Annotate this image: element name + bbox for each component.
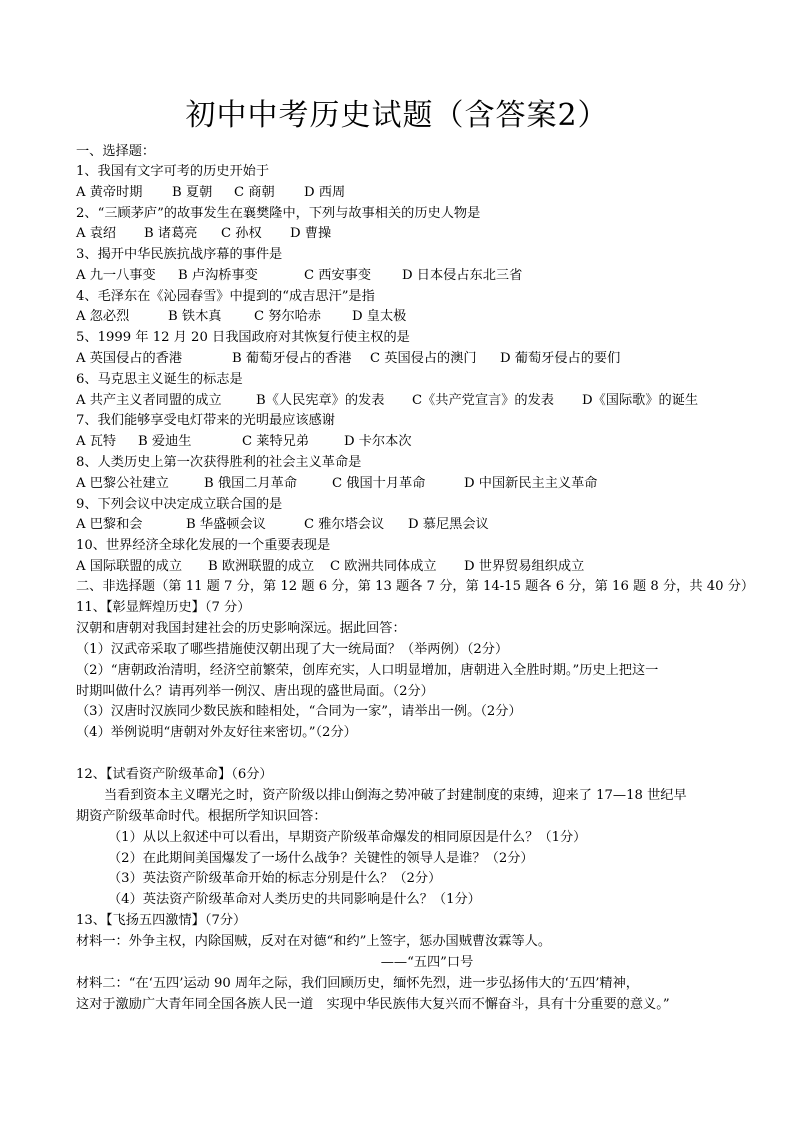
options-2 bbox=[76, 224, 716, 244]
option-c: C 俄国十月革命 bbox=[332, 476, 426, 491]
question-11-part: （1）汉武帝采取了哪些措施使汉朝出现了大一统局面？（举两例）（2分） bbox=[76, 642, 509, 657]
option-c: C 孙权 bbox=[221, 226, 262, 241]
question-11-intro: 汉朝和唐朝对我国封建社会的历史影响深远。据此回答： bbox=[76, 621, 406, 636]
option-d: D 日本侵占东北三省 bbox=[402, 268, 523, 283]
question-9: 9、下列会议中决定成立联合国的是 bbox=[76, 497, 283, 512]
option-d: D《国际歌》的诞生 bbox=[582, 393, 699, 408]
option-b: B 华盛顿会议 bbox=[186, 517, 266, 532]
question-11-part: （3）汉唐时汉族同少数民族和睦相处，“合同为一家”，请举出一例。（2分） bbox=[76, 704, 522, 719]
material-2: 这对于激励广大青年同全国各族人民一道 实现中华民族伟大复兴而不懈奋斗，具有十分重要的意义。” bbox=[76, 997, 670, 1012]
question-2: 2、“三顾茅庐”的故事发生在襄樊隆中，下列与故事相关的历史人物是 bbox=[76, 206, 481, 221]
question-13-title: 13、【飞扬五四激情】（7分） bbox=[76, 913, 247, 928]
section-heading-nonchoice: 二、非选择题（第 11 题 7 分，第 12 题 6 分，第 13 题各 7 分，第 14-15 题各 6 分，第 16 题 8 分，共 40 分） bbox=[76, 579, 755, 594]
option-c: C 努尔哈赤 bbox=[254, 309, 322, 324]
question-10: 10、世界经济全球化发展的一个重要表现是 bbox=[76, 538, 331, 553]
question-11-part: 时期叫做什么？请再列举一例汉、唐出现的盛世局面。（2分） bbox=[76, 684, 434, 699]
option-a: A 巴黎和会 bbox=[76, 517, 143, 532]
options-4 bbox=[76, 307, 716, 327]
option-a: A 袁绍 bbox=[76, 226, 117, 241]
option-a: A 九一八事变 bbox=[76, 268, 156, 283]
material-1-source: ——“五四”口号 bbox=[380, 955, 474, 970]
question-12-part: （4）英法资产阶级革命对人类历史的共同影响是什么？（1分） bbox=[108, 892, 481, 907]
option-c: C 莱特兄弟 bbox=[242, 434, 310, 449]
option-b: B 欧洲联盟的成立 bbox=[208, 559, 315, 574]
option-d: D 中国新民主主义革命 bbox=[464, 476, 598, 491]
question-11-title: 11、【彰显辉煌历史】（7 分） bbox=[76, 600, 251, 615]
options-6 bbox=[76, 391, 716, 411]
option-d: D 慕尼黑会议 bbox=[408, 517, 489, 532]
page-title: 初中中考历史试题（含答案2） bbox=[185, 98, 609, 133]
question-12-paragraph: 期资产阶级革命时代。根据所学知识回答： bbox=[76, 809, 327, 824]
option-b: B 俄国二月革命 bbox=[204, 476, 298, 491]
question-4: 4、毛泽东在《沁园春雪》中提到的“成吉思汗”是指 bbox=[76, 289, 375, 304]
option-b: B 诸葛亮 bbox=[144, 226, 198, 241]
option-b: B 夏朝 bbox=[172, 185, 213, 200]
question-3: 3、揭开中华民族抗战序幕的事件是 bbox=[76, 247, 283, 262]
option-a: A 瓦特 bbox=[76, 434, 117, 449]
option-c: C 雅尔塔会议 bbox=[304, 517, 385, 532]
question-11-part: （4）举例说明“唐朝对外友好往来密切。”（2分） bbox=[76, 725, 357, 740]
material-1: 材料一：外争主权，内除国贼，反对在对德“和约”上签字，惩办国贼曹汝霖等人。 bbox=[76, 934, 552, 949]
options-3 bbox=[76, 266, 716, 286]
option-d: D 卡尔本次 bbox=[344, 434, 412, 449]
question-5: 5、1999 年 12 月 20 日我国政府对其恢复行使主权的是 bbox=[76, 330, 410, 345]
question-6: 6、马克思主义诞生的标志是 bbox=[76, 372, 243, 387]
question-12-part: （1）从以上叙述中可以看出，早期资产阶级革命爆发的相同原因是什么？（1分） bbox=[108, 830, 587, 845]
option-b: B 铁木真 bbox=[168, 309, 222, 324]
option-a: A 黄帝时期 bbox=[76, 185, 143, 200]
question-12-title: 12、【试看资产阶级革命】（6分） bbox=[76, 767, 273, 782]
option-d: D 世界贸易组织成立 bbox=[464, 559, 585, 574]
option-b: B《人民宪章》的发表 bbox=[256, 393, 385, 408]
option-c: C 英国侵占的澳门 bbox=[370, 351, 477, 366]
question-12-part: （3）英法资产阶级革命开始的标志分别是什么？（2分） bbox=[108, 871, 442, 886]
options-5 bbox=[76, 349, 716, 369]
option-b: B 卢沟桥事变 bbox=[178, 268, 258, 283]
question-12-part: （2）在此期间美国爆发了一场什么战争？关键性的领导人是谁？（2分） bbox=[108, 851, 534, 866]
material-2: 材料二：“在‘五四’运动 90 周年之际，我们回顾历史，缅怀先烈，进一步弘扬伟大的‘五四’精神， bbox=[76, 976, 639, 991]
option-d: D 西周 bbox=[304, 185, 346, 200]
question-11-part: （2）“唐朝政治清明，经济空前繁荣，创库充实，人口明显增加，唐朝进入全胜时期。”历史上把这一 bbox=[76, 663, 659, 678]
option-d: D 葡萄牙侵占的要们 bbox=[500, 351, 621, 366]
option-b: B 爱迪生 bbox=[138, 434, 192, 449]
option-d: D 曹操 bbox=[290, 226, 332, 241]
options-10 bbox=[76, 557, 716, 577]
option-c: C 欧洲共同体成立 bbox=[330, 559, 437, 574]
option-c: C 商朝 bbox=[234, 185, 275, 200]
option-a: A 国际联盟的成立 bbox=[76, 559, 183, 574]
option-c: C《共产党宣言》的发表 bbox=[412, 393, 554, 408]
option-a: A 共产主义者同盟的成立 bbox=[76, 393, 222, 408]
option-b: B 葡萄牙侵占的香港 bbox=[232, 351, 352, 366]
question-8: 8、人类历史上第一次获得胜利的社会主义革命是 bbox=[76, 455, 362, 470]
question-7: 7、我们能够享受电灯带来的光明最应该感谢 bbox=[76, 413, 335, 428]
option-a: A 英国侵占的香港 bbox=[76, 351, 183, 366]
options-8 bbox=[76, 474, 716, 494]
option-a: A 巴黎公社建立 bbox=[76, 476, 169, 491]
question-12-paragraph: 当看到资本主义曙光之时，资产阶级以排山倒海之势冲破了封建制度的束缚，迎来了 17—18 世纪早 bbox=[104, 788, 687, 803]
option-a: A 忽必烈 bbox=[76, 309, 130, 324]
section-heading-choice: 一、选择题： bbox=[76, 144, 156, 159]
options-1 bbox=[76, 183, 716, 203]
options-7 bbox=[76, 432, 716, 452]
question-1: 1、我国有文字可考的历史开始于 bbox=[76, 164, 270, 179]
option-c: C 西安事变 bbox=[304, 268, 372, 283]
option-d: D 皇太极 bbox=[352, 309, 407, 324]
options-9 bbox=[76, 515, 716, 535]
